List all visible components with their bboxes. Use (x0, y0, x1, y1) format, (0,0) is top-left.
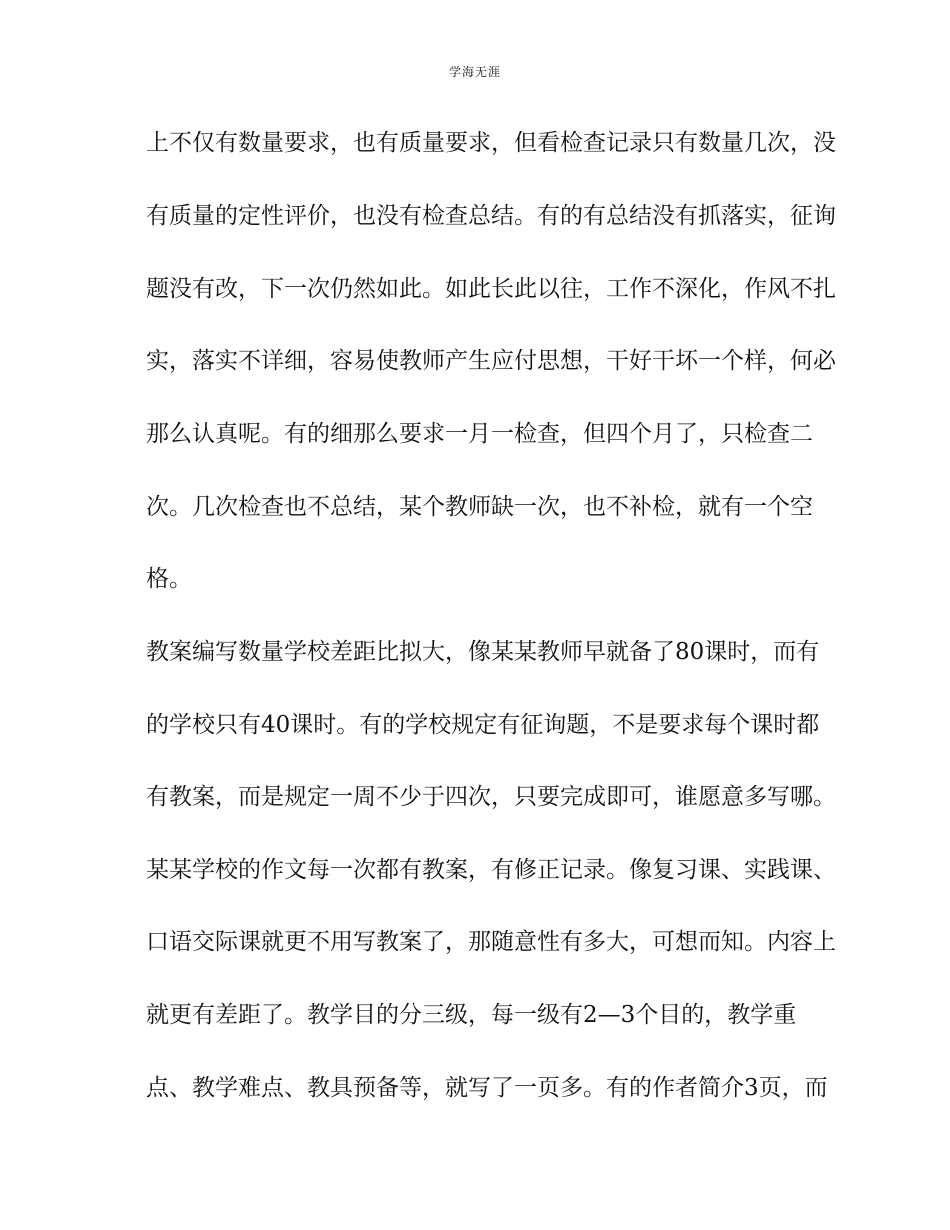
text-line: 有质量的定性评价，也没有检查总结。有的有总结没有抓落实，征询 (146, 203, 836, 229)
text-line: 教案编写数量学校差距比拟大，像某某教师早就备了80课时，而有 (146, 639, 820, 665)
text-line: 格。 (146, 566, 192, 592)
text-line: 题没有改，下一次仍然如此。如此长此以往，工作不深化，作风不扎 (146, 276, 836, 302)
header-title: 学海无涯 (448, 65, 501, 79)
text-line: 有教案，而是规定一周不少于四次，只要完成即可，谁愿意多写哪。 (146, 784, 836, 810)
text-line: 某某学校的作文每一次都有教案，有修正记录。像复习课、实践课、 (146, 857, 836, 883)
text-line: 口语交际课就更不用写教案了，那随意性有多大，可想而知。内容上 (146, 929, 836, 955)
text-line: 那么认真呢。有的细那么要求一月一检查，但四个月了，只检查二 (146, 421, 813, 447)
text-line: 次。几次检查也不总结，某个教师缺一次，也不补检，就有一个空 (146, 494, 813, 520)
text-line: 的学校只有40课时。有的学校规定有征询题，不是要求每个课时都 (146, 712, 820, 738)
text-line: 点、教学难点、教具预备等，就写了一页多。有的作者简介3页，而 (146, 1075, 828, 1101)
text-line: 就更有差距了。教学目的分三级，每一级有2—3个目的，教学重 (146, 1002, 797, 1028)
text-line: 实，落实不详细，容易使教师产生应付思想，干好干坏一个样，何必 (146, 348, 836, 374)
text-line: 上不仅有数量要求，也有质量要求，但看检查记录只有数量几次，没 (146, 130, 836, 156)
page-header (0, 64, 950, 80)
